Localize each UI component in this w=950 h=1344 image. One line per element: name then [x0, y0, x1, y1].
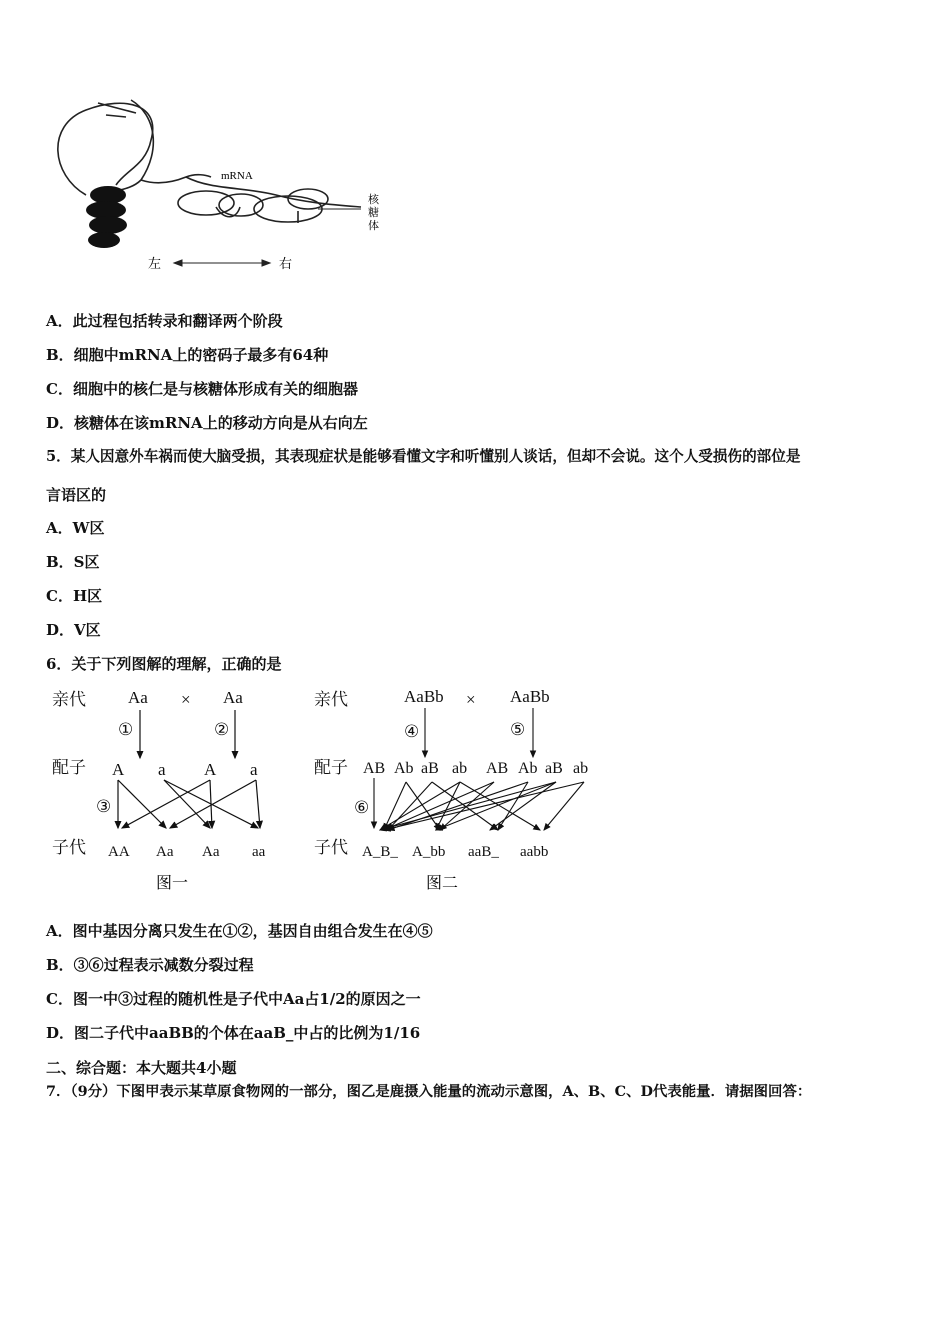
transcription-translation-figure — [46, 95, 396, 280]
d2-parent-right: AaBb — [510, 687, 550, 706]
d1-step-2: ② — [214, 720, 230, 739]
q5-stem-line1: 5．某人因意外车祸而使大脑受损，其表现症状是能够看懂文字和听懂别人谈话，但却不会说。这个人受损伤的部位是 — [46, 448, 801, 465]
d1-offspring: AA — [108, 844, 130, 860]
d1-offspring: Aa — [202, 844, 220, 860]
d2-parent-label: 亲代 — [314, 690, 348, 709]
q6-option-b[interactable]: B．③⑥过程表示减数分裂过程 — [46, 956, 254, 974]
d2-caption: 图二 — [426, 875, 459, 892]
d1-arrow — [118, 780, 166, 828]
d1-offspring: Aa — [156, 844, 174, 860]
d1-offspring-label: 子代 — [52, 838, 86, 857]
d2-arrow — [388, 782, 528, 830]
d2-offspring: A_bb — [412, 844, 446, 860]
d2-offspring: aabb — [520, 844, 549, 860]
q5-option-b[interactable]: B．S区 — [46, 553, 100, 571]
left-label: 左 — [148, 256, 162, 271]
d2-arrow — [436, 782, 556, 830]
d1-step-3: ③ — [96, 797, 112, 816]
d2-gamete: aB — [421, 760, 439, 777]
q7-stem: 7．（9分）下图甲表示某草原食物网的一部分，图乙是鹿摄入能量的流动示意图，A、B、C、D代表能量．请据图回答： — [46, 1083, 812, 1100]
d1-gamete: a — [158, 760, 166, 779]
d2-step-4: ④ — [404, 722, 420, 741]
ribosome-label-c1: 核 — [368, 194, 379, 206]
d2-gamete: Ab — [394, 760, 414, 777]
q5-option-a[interactable]: A．W区 — [46, 519, 105, 537]
d2-gamete: AB — [363, 760, 386, 777]
d2-step-6: ⑥ — [354, 798, 370, 817]
d2-gamete: Ab — [518, 760, 538, 777]
mrna-strand — [141, 175, 211, 183]
d1-step-1: ① — [118, 720, 134, 739]
q6-option-c[interactable]: C．图一中③过程的随机性是子代中Aa占1/2的原因之一 — [46, 990, 421, 1008]
q4-option-d[interactable]: D．核糖体在该mRNA上的移动方向是从右向左 — [46, 414, 368, 432]
mrna-label: mRNA — [221, 170, 253, 182]
d2-arrow — [380, 782, 556, 830]
d2-arrow — [406, 782, 440, 830]
d1-parent-right: Aa — [223, 688, 243, 707]
d2-gamete: ab — [573, 760, 589, 777]
d2-offspring: aaB_ — [468, 844, 499, 860]
ribosome-label-c2: 糖 — [368, 207, 379, 219]
d2-arrow — [384, 782, 584, 830]
d1-offspring: aa — [252, 844, 266, 860]
d1-gamete: a — [250, 760, 258, 779]
q6-option-a[interactable]: A．图中基因分离只发生在①②，基因自由组合发生在④⑤ — [46, 922, 433, 940]
d1-gamete-label: 配子 — [52, 758, 86, 777]
ribosome-label — [368, 192, 380, 232]
direction-arrow — [174, 260, 270, 266]
d1-arrow — [256, 780, 260, 828]
d2-gamete: ab — [452, 760, 468, 777]
d1-gamete: A — [112, 760, 125, 779]
d1-caption: 图一 — [156, 875, 189, 892]
d2-step-5: ⑤ — [510, 720, 526, 739]
d2-arrow — [432, 782, 498, 830]
d2-arrow — [544, 782, 584, 830]
d1-parent-left: Aa — [128, 688, 148, 707]
d1-arrow — [164, 780, 210, 828]
d2-gamete: AB — [486, 760, 509, 777]
d2-gamete-label: 配子 — [314, 758, 348, 777]
q6-option-d[interactable]: D．图二子代中aaBB的个体在aaB_中占的比例为1/16 — [46, 1024, 421, 1042]
chromatin-coil — [86, 186, 127, 248]
d2-gamete: aB — [545, 760, 563, 777]
q4-option-a[interactable]: A．此过程包括转录和翻译两个阶段 — [46, 312, 283, 330]
q4-option-b[interactable]: B．细胞中mRNA上的密码子最多有64种 — [46, 346, 329, 364]
d1-parent-label: 亲代 — [52, 690, 86, 709]
d2-offspring: A_B_ — [362, 844, 398, 860]
d2-cross: × — [466, 690, 476, 709]
q5-option-d[interactable]: D．V区 — [46, 621, 101, 639]
q5-option-c[interactable]: C．H区 — [46, 587, 103, 605]
d1-gamete: A — [204, 760, 217, 779]
section2-heading: 二、综合题：本大题共4小题 — [46, 1059, 237, 1077]
genetics-diagram-2 — [308, 680, 608, 895]
d2-offspring-label: 子代 — [314, 838, 348, 857]
d2-parent-left: AaBb — [404, 687, 444, 706]
ribosome-label-c3: 体 — [368, 220, 379, 232]
d1-arrow — [122, 780, 210, 828]
genetics-diagram-1 — [46, 680, 296, 895]
q5-stem-line2: 言语区的 — [46, 486, 107, 504]
q6-stem: 6．关于下列图解的理解，正确的是 — [46, 655, 282, 673]
q4-option-c[interactable]: C．细胞中的核仁是与核糖体形成有关的细胞器 — [46, 380, 358, 398]
ribosome — [178, 191, 234, 215]
d1-cross: × — [181, 690, 191, 709]
right-label: 右 — [279, 256, 293, 271]
